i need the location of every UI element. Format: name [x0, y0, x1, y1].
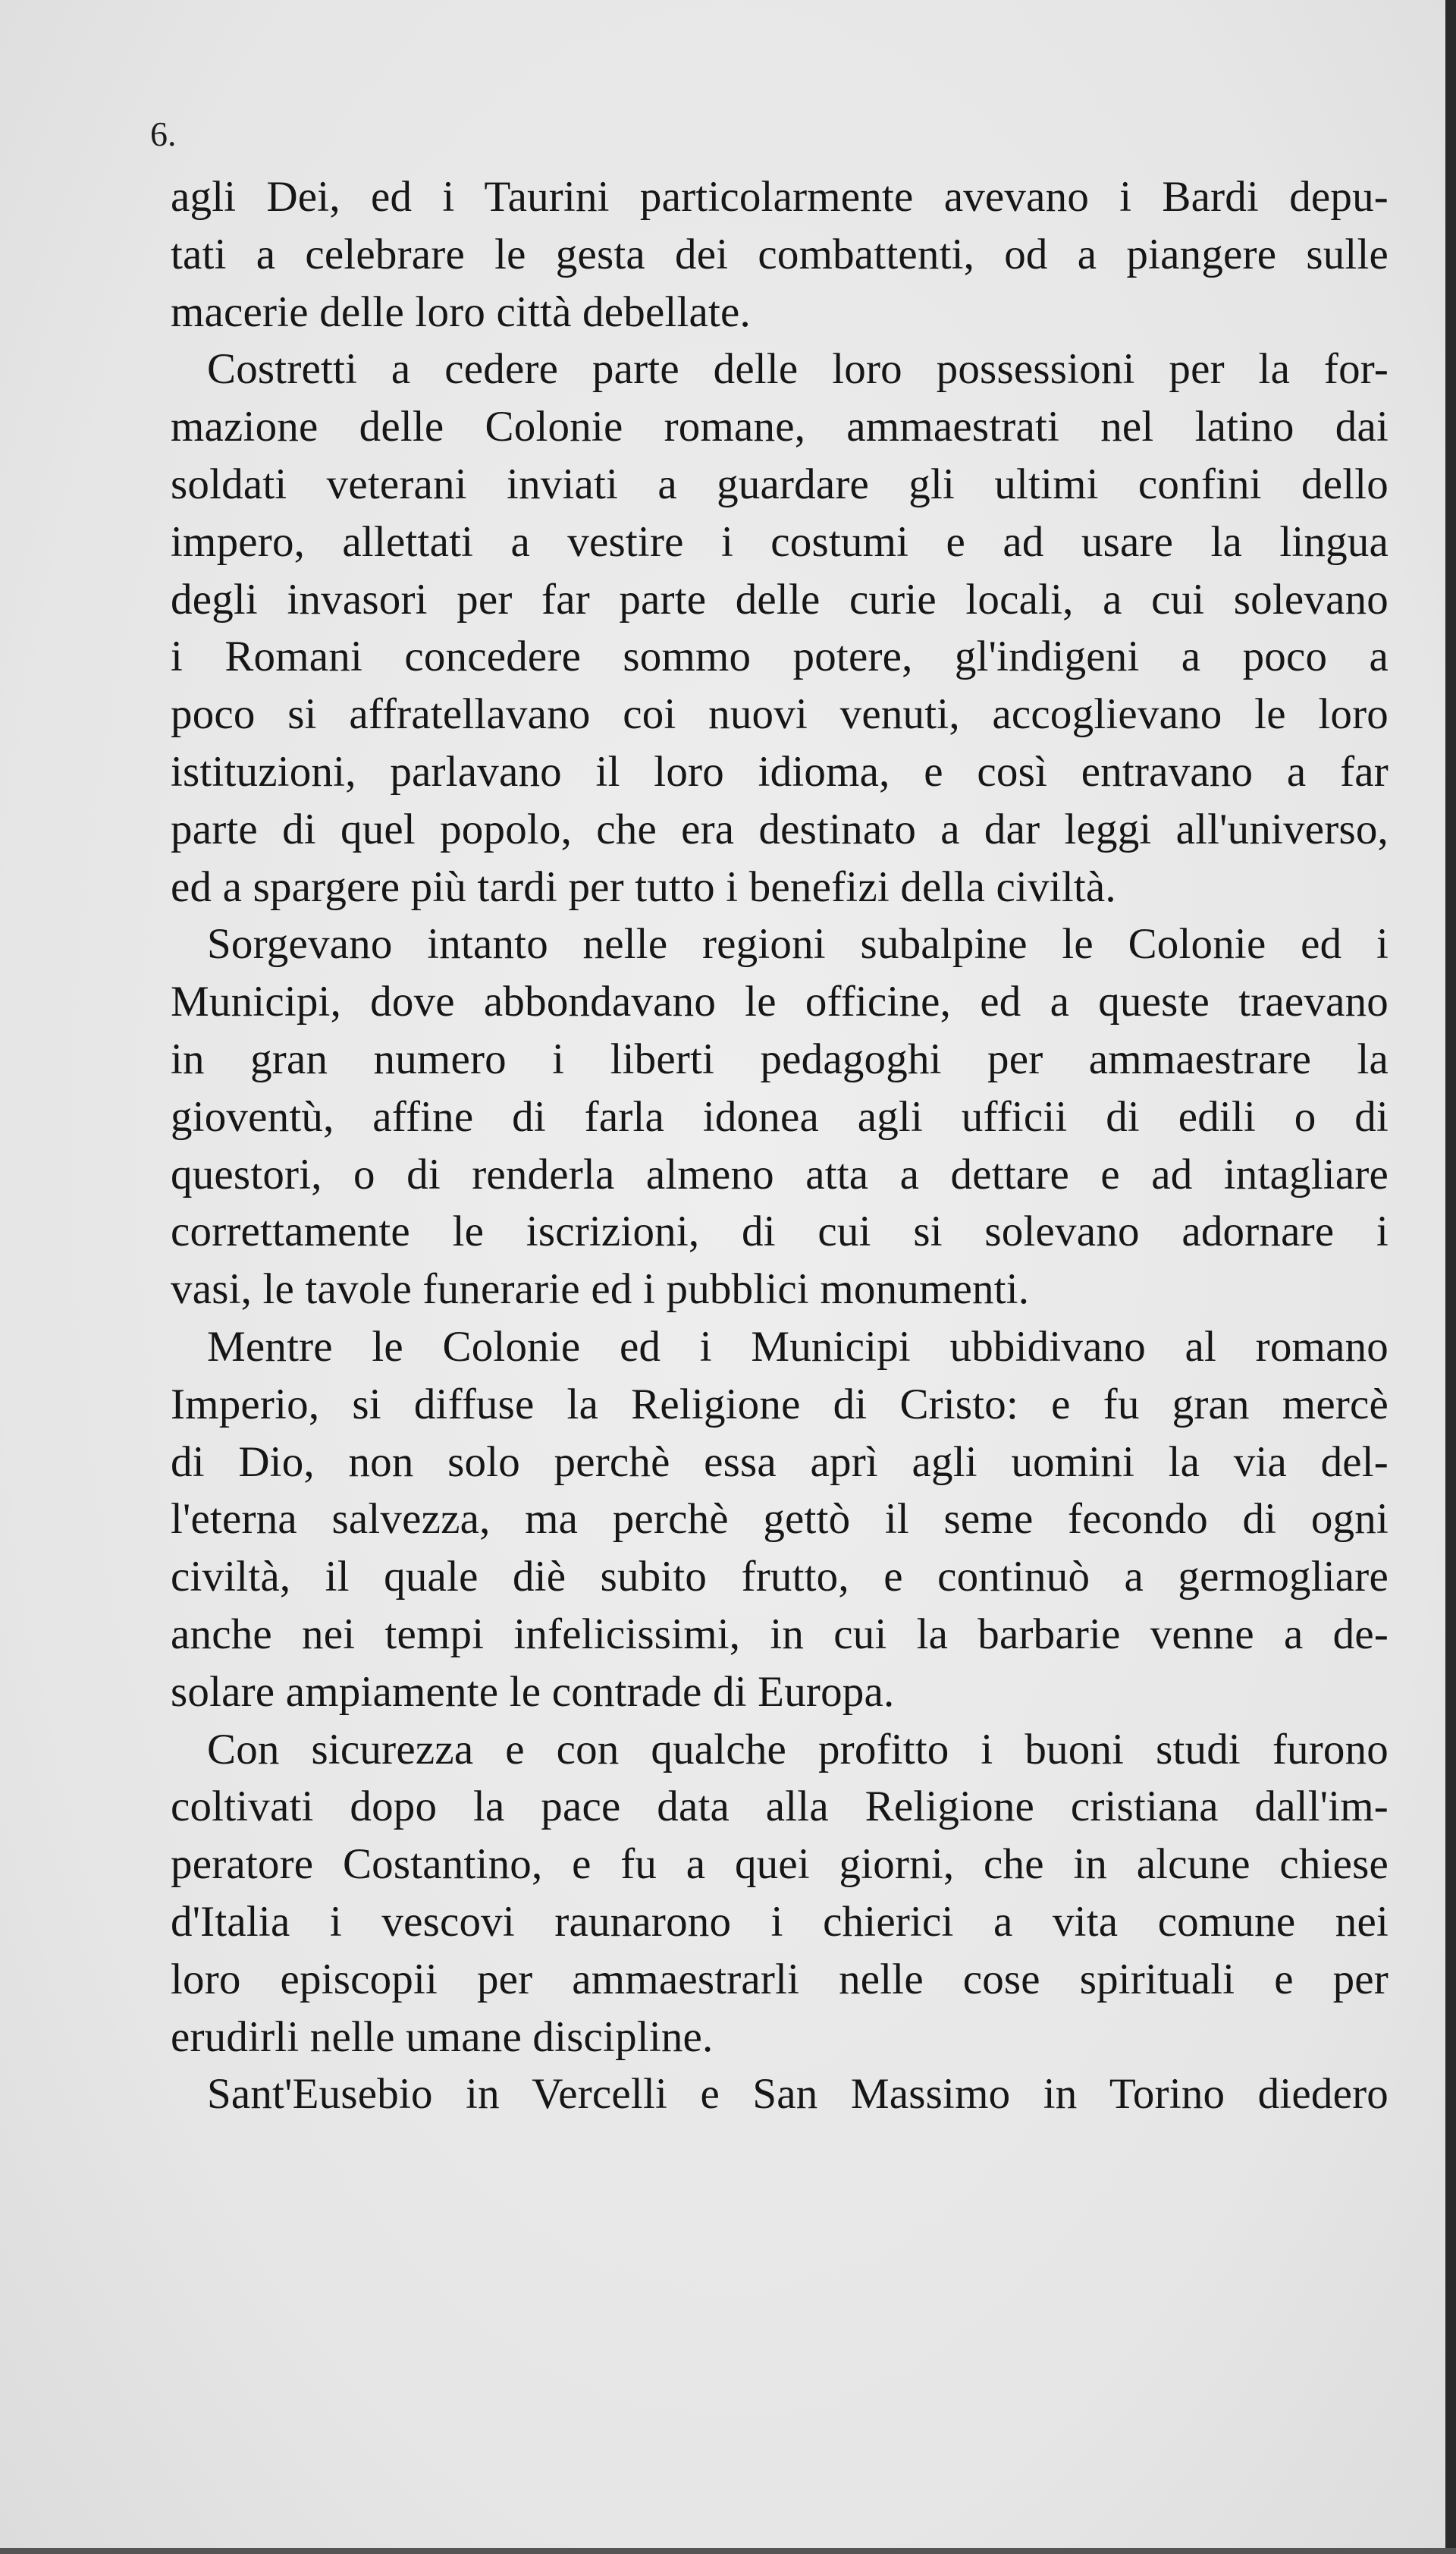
text-line: parte di quel popolo, che era destinato a dar leggi all'universo,: [171, 805, 1389, 853]
body-text: [171, 168, 1389, 2123]
text-line: di Dio, non solo perchè essa aprì agli uomini la via del-: [171, 1437, 1389, 1486]
text-line: ed a spargere più tardi per tutto i benefizi della civiltà.: [171, 862, 1116, 911]
text-line: l'eterna salvezza, ma perchè gettò il seme fecondo di ogni: [171, 1495, 1389, 1544]
text-line: mazione delle Colonie romane, ammaestrati nel latino dai: [171, 403, 1389, 451]
text-line: soldati veterani inviati a guardare gli ultimi confini dello: [171, 460, 1389, 508]
text-line: peratore Costantino, e fu a quei giorni, che in alcune chiese: [171, 1840, 1389, 1889]
text-line: vasi, le tavole funerarie ed i pubblici monumenti.: [171, 1265, 1030, 1314]
text-line: correttamente le iscrizioni, di cui si solevano adornare i: [171, 1208, 1389, 1256]
text-line: istituzioni, parlavano il loro idioma, e così entravano a far: [171, 747, 1389, 796]
paragraph: [171, 341, 1389, 916]
text-line: Sorgevano intanto nelle regioni subalpine le Colonie ed i: [207, 920, 1389, 969]
text-line: degli invasori per far parte delle curie locali, a cui solevano: [171, 575, 1389, 624]
text-line: i Romani concedere sommo potere, gl'indigeni a poco a: [171, 633, 1389, 681]
text-line: coltivati dopo la pace data alla Religione cristiana dall'im-: [171, 1783, 1389, 1831]
text-line: Municipi, dove abbondavano le officine, ed a queste traevano: [171, 978, 1389, 1026]
paragraph: [171, 1721, 1389, 2066]
text-line: solare ampiamente le contrade di Europa.: [171, 1667, 895, 1716]
text-line: civiltà, il quale diè subito frutto, e continuò a germogliare: [171, 1553, 1389, 1601]
text-line: impero, allettati a vestire i costumi e ad usare la lingua: [171, 517, 1389, 566]
page-number: 6.: [150, 115, 177, 153]
text-line: gioventù, affine di farla idonea agli ufficii di edili o di: [171, 1092, 1389, 1141]
paragraph: [171, 1318, 1389, 1721]
text-line: d'Italia i vescovi raunarono i chierici a vita comune nei: [171, 1897, 1389, 1946]
text-line: Sant'Eusebio in Vercelli e San Massimo in Torino diedero: [207, 2070, 1389, 2119]
text-line: Con sicurezza e con qualche profitto i buoni studi furono: [207, 1725, 1389, 1773]
paragraph: [171, 916, 1389, 1318]
text-line: poco si affratellavano coi nuovi venuti, accoglievano le loro: [171, 690, 1389, 739]
paragraph: [171, 2066, 1389, 2123]
text-line: anche nei tempi infelicissimi, in cui la barbarie venne a de-: [171, 1610, 1389, 1658]
text-line: questori, o di renderla almeno atta a dettare e ad intagliare: [171, 1150, 1389, 1198]
text-line: loro episcopii per ammaestrarli nelle cose spirituali e per: [171, 1955, 1389, 2003]
text-line: erudirli nelle umane discipline.: [171, 2012, 714, 2061]
text-line: tati a celebrare le gesta dei combattenti, od a piangere sulle: [171, 230, 1389, 278]
text-line: agli Dei, ed i Taurini particolarmente avevano i Bardi depu-: [171, 173, 1389, 221]
paragraph: [171, 168, 1389, 341]
text-line: in gran numero i liberti pedagoghi per ammaestrare la: [171, 1035, 1389, 1083]
text-line: Mentre le Colonie ed i Municipi ubbidivano al romano: [207, 1322, 1389, 1371]
scan-edge-right: [1445, 0, 1456, 2554]
text-line: Costretti a cedere parte delle loro possessioni per la for-: [207, 345, 1389, 394]
text-line: Imperio, si diffuse la Religione di Cristo: e fu gran mercè: [171, 1380, 1389, 1428]
scan-edge-bottom: [0, 2548, 1456, 2554]
text-line: macerie delle loro città debellate.: [171, 287, 752, 336]
